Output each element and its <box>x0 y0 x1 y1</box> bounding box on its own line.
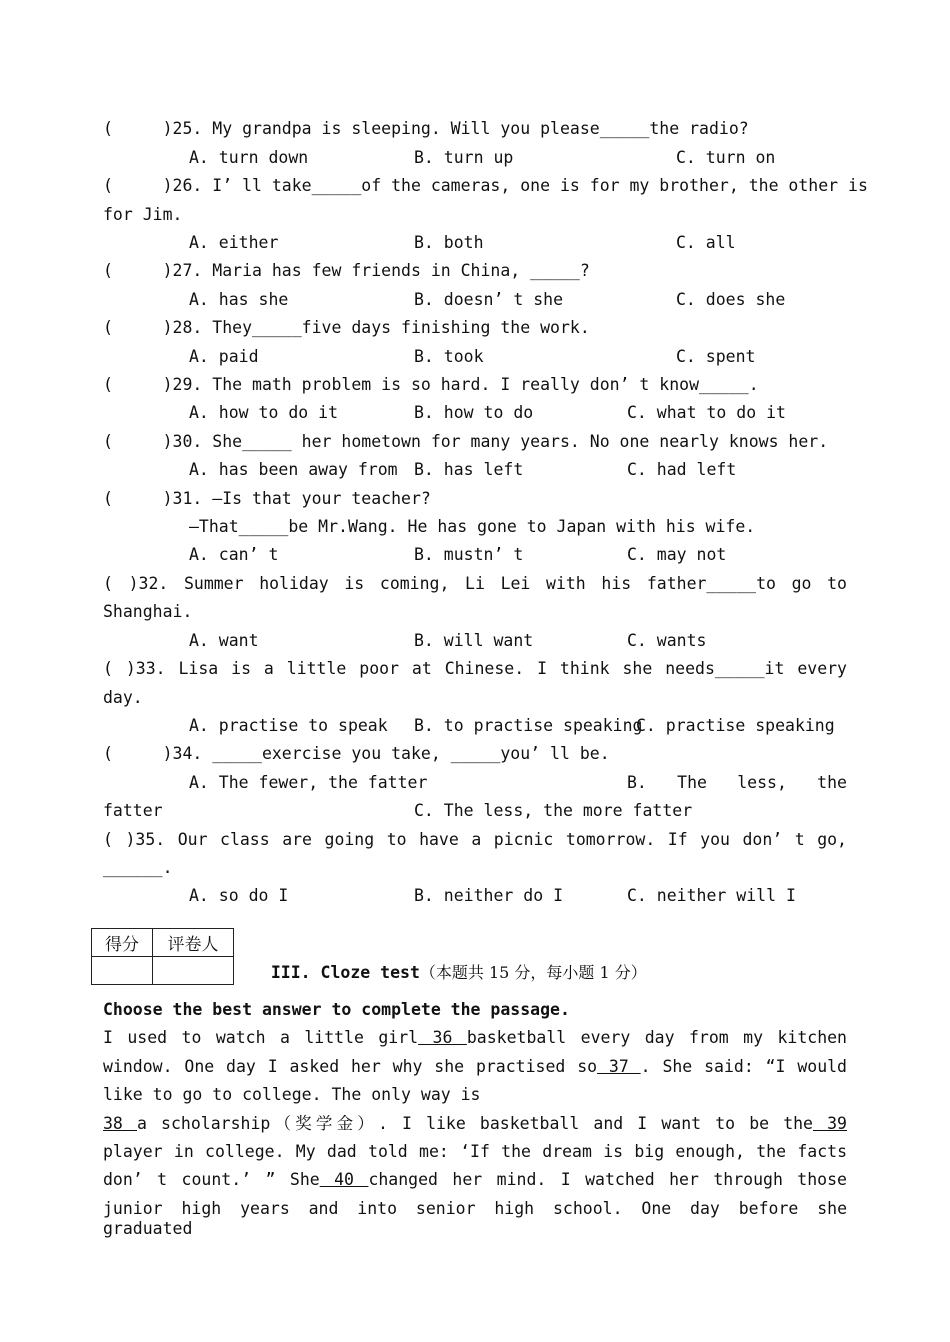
question-31: ( )31. —Is that your teacher? <box>103 489 431 508</box>
score-table <box>91 928 234 985</box>
grader-cell <box>153 957 234 985</box>
passage-text: changed her mind. I watched her through those <box>368 1170 847 1189</box>
passage-text: a scholarship（奖学金）. I like basketball and I want to be the <box>137 1114 813 1133</box>
question-33: ( )33. Lisa is a little poor at Chinese. I think she needs_____it every <box>103 659 847 678</box>
option-a: A. want <box>189 631 259 650</box>
passage-text: window. One day I asked her why she practised so <box>103 1057 598 1076</box>
passage-line-5: player in college. My dad told me: ‘If the dream is big enough, the facts <box>103 1142 847 1161</box>
option-b: B. neither do I <box>414 886 564 905</box>
passage-line-2 <box>103 1057 847 1077</box>
option-a: A. either <box>189 233 279 252</box>
option-c: C. does she <box>676 290 786 309</box>
question-32: ( )32. Summer holiday is coming, Li Lei with his father_____to go to <box>103 574 847 593</box>
section-heading <box>251 943 647 983</box>
question-34: ( )34. _____exercise you take, _____you’ ll be. <box>103 744 610 763</box>
passage-line-4 <box>103 1114 847 1134</box>
option-b: B. took <box>414 347 484 366</box>
passage-text: . She said: “I would <box>640 1057 847 1076</box>
blank-39: 39 <box>813 1114 847 1133</box>
question-32-cont: Shanghai. <box>103 602 193 621</box>
question-31-cont: —That_____be Mr.Wang. He has gone to Japan with his wife. <box>189 517 756 536</box>
passage-text: basketball every day from my kitchen <box>466 1028 847 1047</box>
option-a: A. turn down <box>189 148 309 167</box>
option-b: B. The less, the <box>627 773 847 792</box>
option-b: B. turn up <box>414 148 514 167</box>
question-26: ( )26. I’ ll take_____of the cameras, one is for my brother, the other is <box>103 176 868 195</box>
question-30: ( )30. She_____ her hometown for many years. No one nearly knows her. <box>103 432 829 451</box>
option-c: C. practise speaking <box>636 716 835 735</box>
section-instruction: Choose the best answer to complete the passage. <box>103 1000 570 1019</box>
passage-line-7: junior high years and into senior high school. One day before she graduated <box>103 1199 847 1238</box>
option-b: B. has left <box>414 460 524 479</box>
question-35: ( )35. Our class are going to have a picnic tomorrow. If you don’ t go, <box>103 830 847 849</box>
option-c: C. may not <box>627 545 727 564</box>
option-a: A. paid <box>189 347 259 366</box>
blank-36: 36 <box>418 1028 467 1047</box>
passage-text: I used to watch a little girl <box>103 1028 419 1047</box>
question-25: ( )25. My grandpa is sleeping. Will you please_____the radio? <box>103 119 749 138</box>
option-c: C. neither will I <box>627 886 796 905</box>
option-c: C. The less, the more fatter <box>414 801 693 820</box>
blank-40: 40 <box>319 1170 369 1189</box>
question-28: ( )28. They_____five days finishing the work. <box>103 318 590 337</box>
option-a: A. The fewer, the fatter <box>189 773 428 792</box>
score-header: 得分 <box>92 929 153 957</box>
passage-text: don’ t count.’ ” She <box>103 1170 320 1189</box>
section-note: （本题共 15 分，每小题 1 分） <box>419 963 647 982</box>
option-c: C. spent <box>676 347 756 366</box>
question-26-cont: for Jim. <box>103 205 183 224</box>
option-c: C. had left <box>627 460 737 479</box>
question-27: ( )27. Maria has few friends in China, _____? <box>103 261 590 280</box>
option-b: B. both <box>414 233 484 252</box>
option-c: C. wants <box>627 631 707 650</box>
option-a: A. has she <box>189 290 289 309</box>
passage-line-6 <box>103 1170 847 1190</box>
option-b: B. to practise speaking <box>414 716 643 735</box>
option-c: C. what to do it <box>627 403 786 422</box>
option-c: C. turn on <box>676 148 776 167</box>
option-a: A. how to do it <box>189 403 339 422</box>
blank-38: 38 <box>103 1114 137 1133</box>
question-29: ( )29. The math problem is so hard. I really don’ t know_____. <box>103 375 759 394</box>
option-a: A. so do I <box>189 886 289 905</box>
passage-line-3: like to go to college. The only way is <box>103 1085 481 1104</box>
section-title: III. Cloze test <box>270 963 420 982</box>
option-c: C. all <box>676 233 736 252</box>
question-35-cont: ______. <box>103 858 173 877</box>
option-b: B. how to do <box>414 403 534 422</box>
question-33-cont: day. <box>103 688 143 707</box>
option-a: A. practise to speak <box>189 716 388 735</box>
grader-header: 评卷人 <box>153 929 234 957</box>
score-cell <box>92 957 153 985</box>
option-b: B. doesn’ t she <box>414 290 564 309</box>
option-b: B. will want <box>414 631 534 650</box>
option-a: A. has been away from <box>189 460 398 479</box>
passage-line-1 <box>103 1028 847 1048</box>
blank-37: 37 <box>597 1057 641 1076</box>
option-b: B. mustn’ t <box>414 545 524 564</box>
option-b-cont: fatter <box>103 801 163 820</box>
option-a: A. can’ t <box>189 545 279 564</box>
